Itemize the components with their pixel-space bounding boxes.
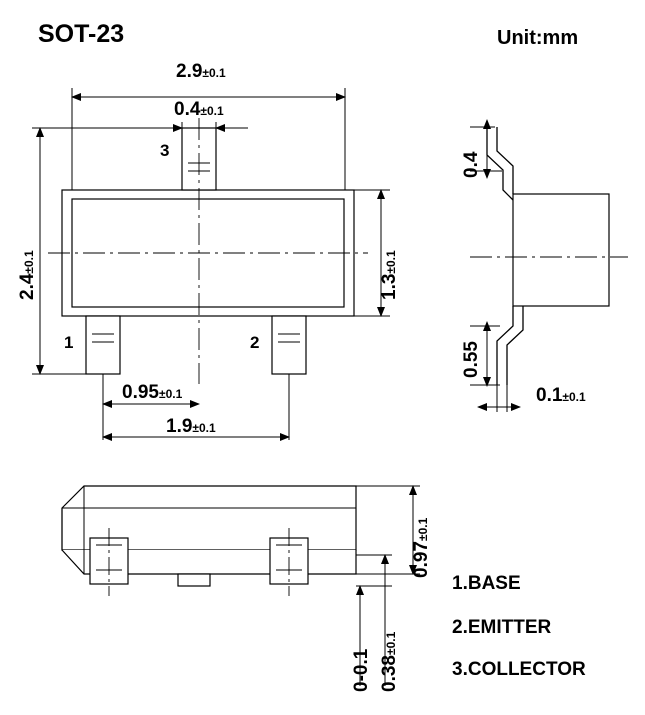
dimension-overall-height-value: 2.4 (17, 273, 38, 300)
dimension-pitch-half (122, 383, 182, 402)
dimension-pitch-half-tolerance: ±0.1 (158, 387, 183, 401)
dimension-top-width-tolerance: ±0.1 (202, 66, 226, 80)
dimension-pitch-full (166, 417, 216, 436)
dimension-side-standoff (462, 341, 481, 378)
dimension-body-height (380, 250, 399, 300)
side-view (487, 127, 609, 385)
legend-item-emitter: 2.EMITTER (452, 617, 552, 638)
dimension-side-thickness (478, 385, 520, 412)
dimension-side-top-lead-value: 0.4 (461, 151, 482, 178)
dimension-front-lead-value: 0.38 (379, 655, 400, 692)
front-view (62, 486, 356, 586)
pin-label-1: 1 (64, 333, 74, 352)
dimension-pitch-half-value: 0.95 (122, 382, 159, 403)
dimension-side-top-lead (462, 152, 481, 178)
dimension-overall-height (18, 250, 37, 300)
dimension-lead-width-value: 0.4 (174, 99, 201, 120)
dimension-front-lead (380, 632, 399, 692)
dimension-front-seating (352, 649, 371, 692)
dimension-side-thickness-tolerance: ±0.1 (562, 390, 586, 404)
dimension-lead-width-tolerance: ±0.1 (200, 104, 224, 118)
legend-item-collector: 3.COLLECTOR (452, 659, 586, 680)
legend-item-base: 1.BASE (452, 573, 521, 594)
dimension-pitch-full-value: 1.9 (166, 416, 193, 437)
dimension-front-body-tolerance: ±0.1 (416, 517, 430, 542)
dimension-front-body (412, 518, 431, 578)
dimension-pitch-full-tolerance: ±0.1 (192, 421, 216, 435)
dimension-front-lead-tolerance: ±0.1 (384, 631, 398, 656)
dimension-front-body-value: 0.97 (411, 541, 432, 578)
dimension-side-thickness (536, 386, 586, 405)
top-view (62, 128, 354, 374)
dimension-top-width-value: 2.9 (176, 61, 203, 82)
dimension-side-standoff-value: 0.55 (461, 341, 482, 378)
dimension-overall-height-tolerance: ±0.1 (22, 250, 36, 274)
pin-label-2: 2 (250, 333, 260, 352)
dimension-body-height-value: 1.3 (379, 273, 400, 300)
dimension-side-thickness-value: 0.1 (536, 385, 563, 406)
dimension-lead-width (174, 100, 224, 119)
unit-label: Unit:mm (497, 27, 579, 49)
dimension-body-height-tolerance: ±0.1 (384, 250, 398, 274)
dimension-front-seating-value: 0-0.1 (351, 648, 372, 692)
dimension-top-width (176, 62, 226, 81)
page-title: SOT-23 (38, 20, 125, 48)
pin-label-3: 3 (160, 141, 170, 160)
